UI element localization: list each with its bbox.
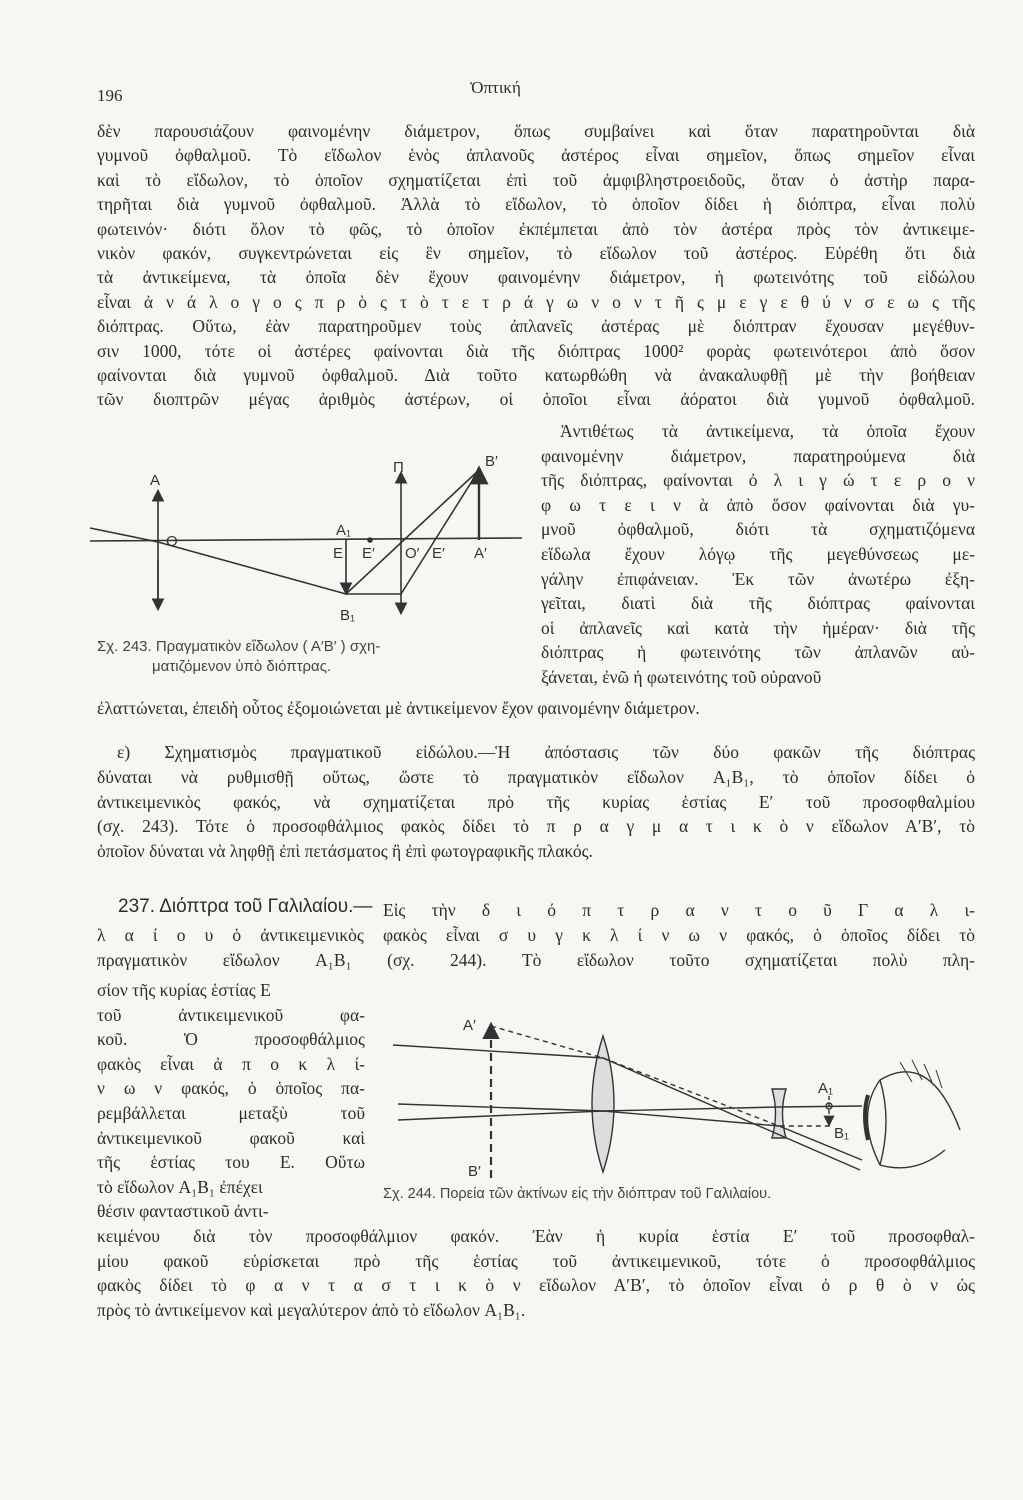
text-line: ἐλαττώνεται, ἐπειδὴ οὗτος ἐξομοιώνεται μὲ ἀντικείμενον ἔχον φαινομένην διάμετρον. xyxy=(97,698,700,718)
text-line: τηρῆται διὰ γυμνοῦ ὀφθαλμοῦ. Ἀλλὰ τὸ εἴδωλον, τὸ ὁποῖον δίδει ἡ διόπτρα, εἶναι πολὺ xyxy=(97,194,975,215)
label-b1: B₁ xyxy=(834,1125,850,1142)
text-line: καὶ τὸ εἴδωλον, τὸ ὁποῖον σχηματίζεται ἐπὶ τοῦ ἀμφιβληστροειδοῦς, ὅταν ὁ ἀστὴρ παρα- xyxy=(97,169,975,190)
figure-244 xyxy=(393,1026,960,1178)
text-line: σίον τῆς κυρίας ἑστίας Ε xyxy=(97,980,271,1000)
ray-mid-1 xyxy=(398,1104,862,1111)
text-line: Ἀντιθέτως τὰ ἀντικείμενα, τὰ ὁποῖα ἔχουν xyxy=(560,421,975,441)
text-line: γυμνοῦ ὀφθαλμοῦ. Τὸ εἴδωλον ἑνὸς ἀπλανοῦς ἀστέρος εἶναι σημεῖον, ὅπως σημεῖον εἶναι xyxy=(97,145,975,166)
text-line: πραγματικὸν εἴδωλον A₁B₁ (σχ. 244). Τὸ εἴδωλον τοῦτο σχηματίζεται πολὺ πλη- xyxy=(97,950,975,970)
text-line: (σχ. 243). Τότε ὁ προσοφθάλμιος φακὸς δίδει τὸ π ρ α γ μ α τ ι κ ὸ ν εἴδωλον Α′Β′, τὸ xyxy=(97,816,975,837)
text-line: τῆς ἑστίας του Ε. Οὕτω xyxy=(97,1152,365,1173)
text-line: οἱ ἀπλανεῖς καὶ κατὰ τὴν ἡμέραν· διὰ τῆς xyxy=(541,617,975,638)
text-line: ν ω ν φακός, ὁ ὁποῖος πα- xyxy=(97,1078,365,1099)
text-line: φ ω τ ε ι ν ὰ ἀπὸ ὅσον φαίνονται διὰ γυ- xyxy=(541,494,975,515)
text-line: διόπτρας ἡ φωτεινότης τῶν ἀπλανῶν αὐ- xyxy=(541,642,975,663)
text-line: ἀντικειμενικὸς φακός, νὰ σχηματίζεται πρὸ τῆς κυρίας ἑστίας Ε′ τοῦ προσοφθαλμίου xyxy=(97,791,975,812)
figure-244-labels xyxy=(463,1017,849,1180)
label-e-prime-2: E′ xyxy=(432,545,445,562)
text-line: φακὸς εἶναι ἀ π ο κ λ ί- xyxy=(97,1053,365,1074)
label-a-prime: A′ xyxy=(474,545,487,562)
text-line: ρεμβάλλεται μεταξὺ τοῦ xyxy=(97,1103,365,1123)
text-line: φακὸς δίδει τὸ φ α ν τ α σ τ ι κ ὸ ν εἴδωλον Α′Β′, τὸ ὁποῖον εἶναι ὀ ρ θ ὸ ν ὡς xyxy=(97,1275,975,1296)
label-a1: A₁ xyxy=(336,522,352,539)
text-line: τῶν διοπτρῶν μέγας ἀριθμὸς ἀστέρων, οἱ ὁποῖοι εἶναι ἀόρατοι διὰ γυμνοῦ ὀφθαλμοῦ. xyxy=(97,389,975,410)
text-line: κοῦ. Ὁ προσοφθάλμιος xyxy=(97,1029,365,1050)
text-line: τοῦ ἀντικειμενικοῦ φα- xyxy=(97,1004,365,1025)
text-line: γάλην ἐπιφάνειαν. Ἐκ τῶν ἀνωτέρω ἐξη- xyxy=(541,568,975,589)
concave-lens xyxy=(772,1089,786,1138)
label-b-prime: B′ xyxy=(468,1163,481,1180)
text-line: μίου φακοῦ εὑρίσκεται πρὸ τῆς ἑστίας τοῦ ἀντικειμενικοῦ, τότε ὁ προσοφθάλμιος xyxy=(97,1250,975,1271)
figure-243-caption-line2: ματιζόμενον ὑπὸ διόπτρας. xyxy=(152,658,332,675)
page-number: 196 xyxy=(97,86,123,105)
figure-243 xyxy=(90,470,522,612)
text-line: τῆς διόπτρας, φαίνονται ὀ λ ι γ ώ τ ε ρ ο ν xyxy=(541,470,975,491)
text-line: μνοῦ ὀφθαλμοῦ, διότι τὰ σχηματιζόμενα xyxy=(541,519,975,540)
text-line: εἴδωλα ἔχουν λόγῳ τῆς μεγεθύνσεως με- xyxy=(541,544,975,564)
label-pi: Π xyxy=(393,459,404,476)
text-line: ξάνεται, ἐνῶ ἡ φωτεινότης τοῦ οὐρανοῦ xyxy=(541,667,822,687)
text-line: φαίνονται διὰ γυμνοῦ ὀφθαλμοῦ. Διὰ τοῦτο κατωρθώθη νὰ ἀνακαλυφθῇ μὲ τὴν βοήθειαν xyxy=(97,365,975,385)
text-line: εἶναι ἀ ν ά λ ο γ ο ς π ρ ὸ ς τ ὸ τ ε τ ρ ά γ ω ν ο ν τ ῆ ς μ ε γ ε θ ύ ν σ ε ω ς τῆς xyxy=(97,291,975,312)
text-line: φωτεινόν· διότι ὅλον τὸ φῶς, τὸ ὁποῖον ἐκπέμπεται ἀπὸ τὸν ἀστέρα πρὸς τὸν ἀντικειμε- xyxy=(97,218,975,239)
figure-243-caption-line1: Σχ. 243. Πραγματικὸν εἴδωλον ( Α′Β′ ) σχη- xyxy=(97,638,381,655)
text-line: τὰ ἀντικείμενα, τὰ ὁποῖα δὲν ἔχουν φαινομένην διάμετρον, ἡ φωτεινότης τοῦ εἰδώλου xyxy=(97,267,975,288)
label-o-prime: O′ xyxy=(405,545,420,562)
text-line: φαινομένην διάμετρον, παρατηρούμενα διὰ xyxy=(541,445,975,466)
text-line: λ α ί ο υ ὁ ἀντικειμενικὸς φακὸς εἶναι σ υ γ κ λ ί ν ω ν φακός, ὁ ὁποῖος δίδει τὸ xyxy=(97,925,975,945)
text-line: Εἰς τὴν δ ι ό π τ ρ α ν τ ο ῦ Γ α λ ι- xyxy=(383,900,975,920)
label-a: A xyxy=(150,472,161,489)
figure-244-caption: Σχ. 244. Πορεία τῶν ἀκτίνων εἰς τὴν διόπτραν τοῦ Γαλιλαίου. xyxy=(383,1186,772,1202)
text-line: σιν 1000, τότε οἱ ἀστέρες φαίνονται διὰ τῆς διόπτρας 1000² φορὰς φωτεινότεροι ἀπὸ ὅσον xyxy=(97,340,975,361)
text-line: κειμένου διὰ τὸν προσοφθάλμιον φακόν. Ἐὰν ἡ κυρία ἑστία Ε′ τοῦ προσοφθαλ- xyxy=(97,1226,975,1246)
running-title: Ὀπτική xyxy=(470,78,521,97)
ray-1 xyxy=(90,528,402,594)
eye xyxy=(868,1072,961,1168)
label-e-prime: E′ xyxy=(362,545,375,562)
text-line: τὸ εἴδωλον A₁B₁ ἐπέχει xyxy=(97,1176,263,1197)
label-a-prime: A′ xyxy=(463,1017,476,1034)
ray-mid-2 xyxy=(398,1111,862,1160)
label-o: O xyxy=(166,533,178,550)
text-line: θέσιν φανταστικοῦ ἀντι- xyxy=(97,1201,269,1222)
text-line: πρὸς τὸ ἀντικείμενον καὶ μεγαλύτερον ἀπὸ τὸ εἴδωλον A₁B₁. xyxy=(97,1299,526,1320)
text-line: ὁποῖον δύναται νὰ ληφθῇ ἐπὶ πετάσματος ἢ ἐπὶ φωτογραφικῆς πλακός. xyxy=(97,840,593,861)
text-line: δὲν παρουσιάζουν φαινομένην διάμετρον, ὅπως συμβαίνει καὶ ὅταν παρατηροῦνται διὰ xyxy=(97,121,975,141)
text-line: ἀντικειμενικοῦ φακοῦ καὶ xyxy=(97,1127,365,1148)
text-line: δύναται νὰ ρυθμισθῇ οὕτως, ὥστε τὸ πραγματικὸν εἴδωλον A₁B₁, τὸ ὁποῖον δίδει ὁ xyxy=(97,767,975,787)
label-b-prime: B′ xyxy=(485,453,498,470)
label-e: E xyxy=(333,545,344,562)
text-line: νικὸν φακόν, συγκεντρώνεται εἰς ἓν σημεῖον, τὸ εἴδωλον τοῦ ἀστέρος. Εὑρέθη ὅτι διὰ xyxy=(97,243,975,263)
text-line: ε) Σχηματισμὸς πραγματικοῦ εἰδώλου.—Ἡ ἀπόστασις τῶν δύο φακῶν τῆς διόπτρας xyxy=(117,742,975,762)
label-b1: B₁ xyxy=(340,607,356,624)
label-a1: A₁ xyxy=(818,1080,834,1097)
text-line: διόπτρας. Οὕτω, ἐὰν παρατηροῦμεν τοὺς ἀπλανεῖς ἀστέρας μὲ διόπτραν ἔχουσαν μεγέθυν- xyxy=(97,316,975,337)
text-line: γεῖται, διατὶ διὰ τῆς διόπτρας φαίνονται xyxy=(541,593,975,614)
section-heading: 237. Διόπτρα τοῦ Γαλιλαίου.— xyxy=(118,896,373,917)
